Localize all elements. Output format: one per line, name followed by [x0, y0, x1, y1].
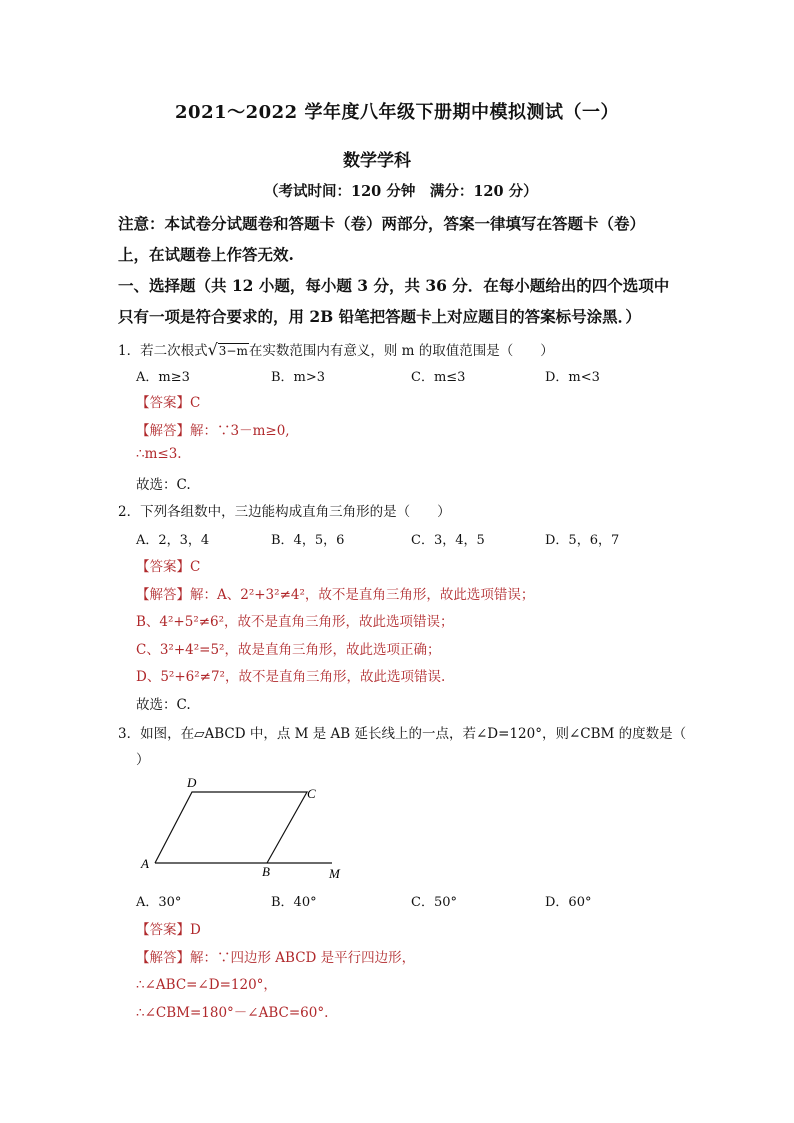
- label-d: D: [187, 775, 197, 790]
- q1-option-a: A．m≥3: [136, 370, 190, 385]
- label-c: C: [307, 786, 316, 801]
- answer-value: C: [190, 559, 201, 575]
- section-heading-line-2: 只有一项是符合要求的，用 2B 铅笔把答题卡上对应题目的答案标号涂黑．）: [118, 307, 641, 326]
- sqrt-radical: √3−m: [207, 340, 248, 359]
- answer-value: D: [190, 922, 201, 938]
- q1-choose: 故选：C.: [136, 477, 191, 493]
- q1-radicand: 3−m: [218, 344, 248, 358]
- label-m: M: [329, 866, 340, 881]
- q3-solution-line-3: ∴∠CBM=180°－∠ABC=60°.: [136, 1005, 329, 1021]
- parallelogram-outline: [155, 792, 307, 863]
- q2-stem: 2．下列各组数中，三边能构成直角三角形的是（ ）: [118, 504, 451, 520]
- q2-solution-line-1: [136, 583, 534, 603]
- solution-text: 解：A、2²+3²≠4²，故不是直角三角形，故此选项错误；: [190, 587, 535, 603]
- q3-stem-line-1: 3．如图，在▱ABCD 中，点 M 是 AB 延长线上的一点，若∠D=120°，则∠CBM 的度数是（: [118, 726, 687, 742]
- q2-option-d: D．5，6，7: [545, 533, 620, 548]
- q1-answer: [136, 391, 200, 411]
- q3-option-c: C．50°: [411, 895, 457, 910]
- solution-tag: 【解答】: [136, 587, 190, 603]
- solution-text: 解：∵四边形 ABCD 是平行四边形，: [190, 950, 416, 966]
- q2-option-c: C．3，4，5: [411, 533, 485, 548]
- q1-suffix: 在实数范围内有意义，则 m 的取值范围是（ ）: [248, 343, 554, 359]
- q3-option-a: A．30°: [136, 895, 182, 910]
- q1-option-b: B．m>3: [271, 370, 326, 385]
- q1-prefix: 1．若二次根式: [118, 343, 208, 359]
- q1-option-c: C．m≤3: [411, 370, 466, 385]
- q2-option-b: B．4，5，6: [271, 533, 345, 548]
- subject-title: 数学学科: [343, 151, 411, 171]
- q1-stem: [118, 339, 554, 359]
- parallelogram-figure: [136, 772, 356, 882]
- label-a: A: [141, 856, 149, 871]
- q3-solution-line-1: [136, 946, 415, 966]
- q1-solution-line-2: ∴m≤3.: [136, 446, 182, 462]
- q2-solution-line-4: D、5²+6²≠7²，故不是直角三角形，故此选项错误.: [136, 669, 446, 685]
- notice-line-1: 注意：本试卷分试题卷和答题卡（卷）两部分，答案一律填写在答题卡（卷）: [118, 214, 646, 233]
- answer-value: C: [190, 395, 201, 411]
- q3-option-d: D．60°: [545, 895, 592, 910]
- q1-solution-line-1: [136, 419, 290, 439]
- q1-option-d: D．m<3: [545, 370, 600, 385]
- solution-text: 解：∵3－m≥0,: [190, 423, 290, 439]
- q3-stem-line-2: ）: [136, 752, 150, 768]
- q2-solution-line-2: B、4²+5²≠6²，故不是直角三角形，故此选项错误；: [136, 614, 454, 630]
- answer-tag: 【答案】: [136, 922, 190, 938]
- page-title: 2021～2022 学年度八年级下册期中模拟测试（一）: [175, 102, 619, 123]
- q3-option-b: B．40°: [271, 895, 317, 910]
- q2-solution-line-3: C、3²+4²=5²，故是直角三角形，故此选项正确；: [136, 642, 441, 658]
- label-b: B: [262, 864, 270, 879]
- section-heading-line-1: 一、选择题（共 12 小题，每小题 3 分，共 36 分．在每小题给出的四个选项中: [118, 276, 670, 295]
- q2-option-a: A．2，3，4: [136, 533, 210, 548]
- solution-tag: 【解答】: [136, 423, 190, 439]
- answer-tag: 【答案】: [136, 559, 190, 575]
- q3-solution-line-2: ∴∠ABC=∠D=120°，: [136, 977, 277, 993]
- q3-answer: [136, 918, 201, 938]
- solution-tag: 【解答】: [136, 950, 190, 966]
- exam-info: （考试时间：120 分钟 满分：120 分）: [264, 183, 538, 200]
- notice-line-2: 上，在试题卷上作答无效.: [118, 245, 294, 264]
- q2-choose: 故选：C.: [136, 697, 191, 713]
- answer-tag: 【答案】: [136, 395, 190, 411]
- q2-answer: [136, 555, 200, 575]
